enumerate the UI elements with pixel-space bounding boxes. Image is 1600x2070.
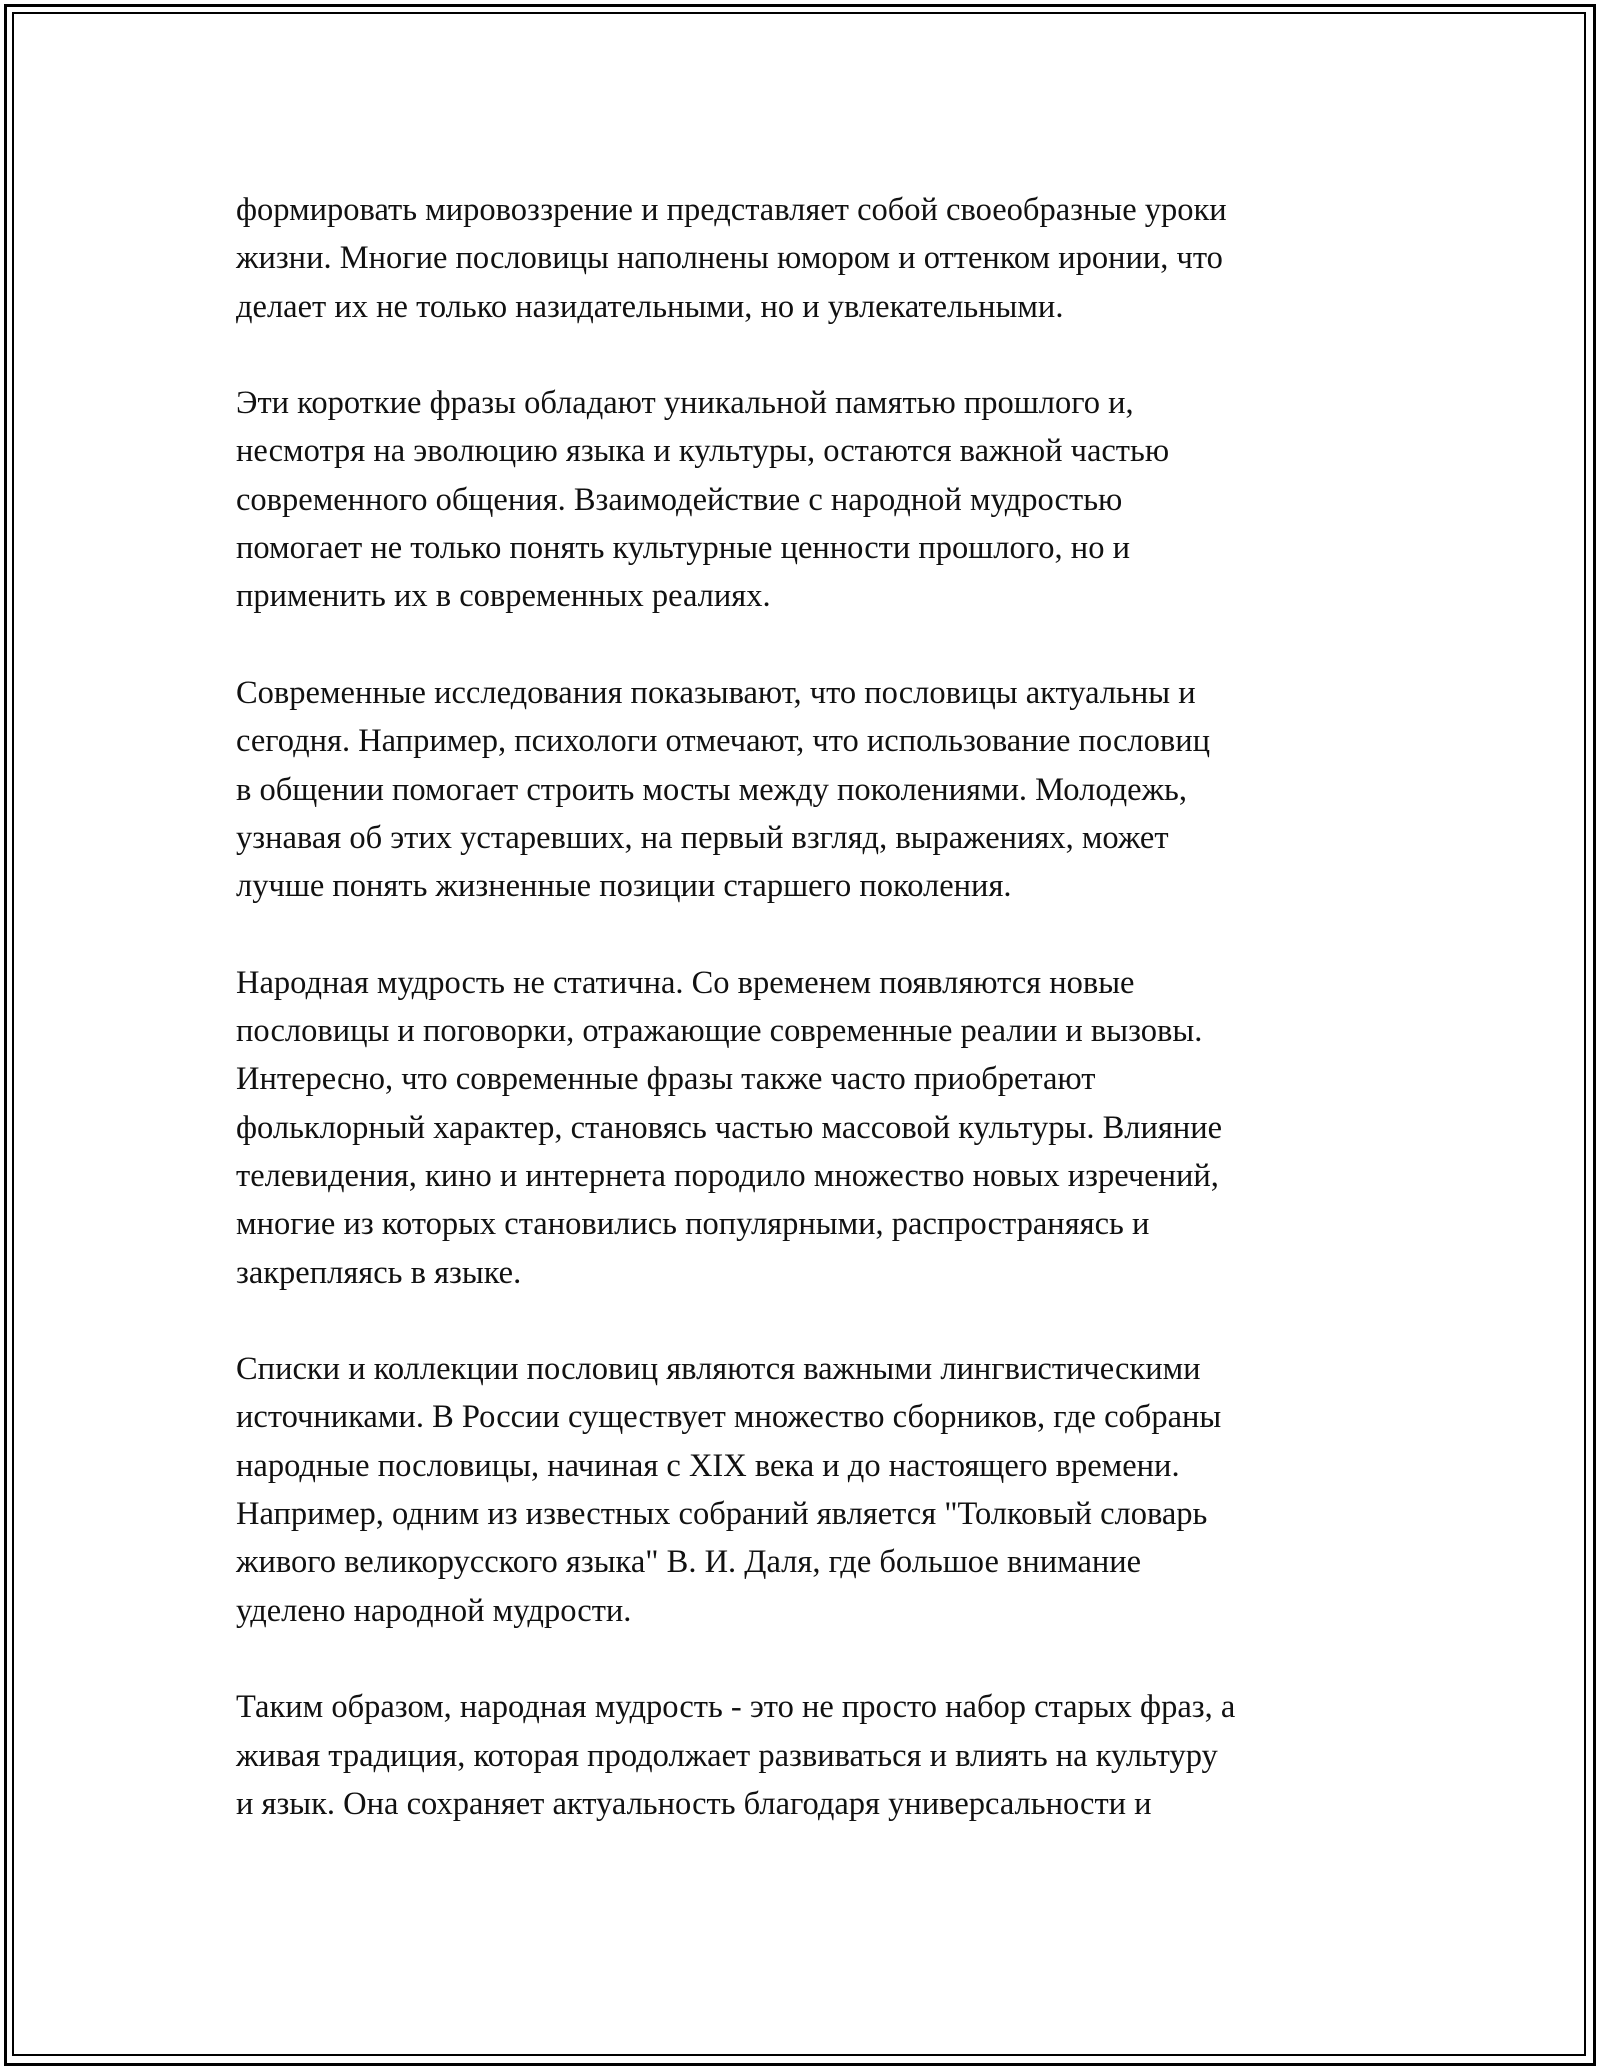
text-line: фольклорный характер, становясь частью массовой культуры. Влияние [236, 1109, 1223, 1146]
text-line: закрепляясь в языке. [236, 1254, 522, 1291]
document-body [236, 186, 1396, 1876]
text-line: применить их в современных реалиях. [236, 578, 771, 615]
text-line: в общении помогает строить мосты между поколениями. Молодежь, [236, 771, 1187, 808]
text-line: Эти короткие фразы обладают уникальной памятью прошлого и, [236, 385, 1134, 422]
text-line: Списки и коллекции пословиц являются важными лингвистическими [236, 1351, 1201, 1388]
text-line: источниками. В России существует множество сборников, где собраны [236, 1399, 1222, 1436]
text-line: узнавая об этих устаревших, на первый взгляд, выражениях, может [236, 819, 1169, 856]
text-line: и язык. Она сохраняет актуальность благодаря универсальности и [236, 1785, 1152, 1822]
text-line: жизни. Многие пословицы наполнены юмором и оттенком иронии, что [236, 240, 1223, 277]
text-line: уделено народной мудрости. [236, 1592, 632, 1629]
text-line: лучше понять жизненные позиции старшего поколения. [236, 868, 1012, 905]
text-line: народные пословицы, начиная с XIX века и до настоящего времени. [236, 1447, 1180, 1484]
text-line: Таким образом, народная мудрость - это не просто набор старых фраз, а [236, 1689, 1236, 1726]
text-line: Интересно, что современные фразы также часто приобретают [236, 1061, 1096, 1098]
paragraph-4 [236, 959, 1396, 1297]
text-line: делает их не только назидательными, но и увлекательными. [236, 288, 1064, 325]
text-line: современного общения. Взаимодействие с народной мудростью [236, 481, 1123, 518]
paragraph-2 [236, 379, 1396, 620]
text-line: помогает не только понять культурные ценности прошлого, но и [236, 530, 1130, 567]
text-line: формировать мировоззрение и представляет собой своеобразные уроки [236, 192, 1227, 228]
text-line: живого великорусского языка" В. И. Даля, где большое внимание [236, 1544, 1142, 1581]
text-line: несмотря на эволюцию языка и культуры, остаются важной частью [236, 433, 1170, 470]
text-line: пословицы и поговорки, отражающие современные реалии и вызовы. [236, 1013, 1203, 1050]
text-line: Народная мудрость не статична. Со временем появляются новые [236, 964, 1135, 1001]
text-line: Например, одним из известных собраний является "Толковый словарь [236, 1496, 1208, 1533]
paragraph-5 [236, 1345, 1396, 1635]
text-line: многие из которых становились популярными, распространяясь и [236, 1206, 1150, 1243]
paragraph-1 [236, 186, 1396, 331]
text-line: Современные исследования показывают, что пословицы актуальны и [236, 674, 1196, 711]
text-line: живая традиция, которая продолжает развиваться и влиять на культуру [236, 1737, 1218, 1774]
paragraph-6 [236, 1683, 1396, 1828]
text-line: сегодня. Например, психологи отмечают, что использование пословиц [236, 723, 1211, 760]
text-line: телевидения, кино и интернета породило множество новых изречений, [236, 1157, 1219, 1194]
paragraph-3 [236, 669, 1396, 910]
